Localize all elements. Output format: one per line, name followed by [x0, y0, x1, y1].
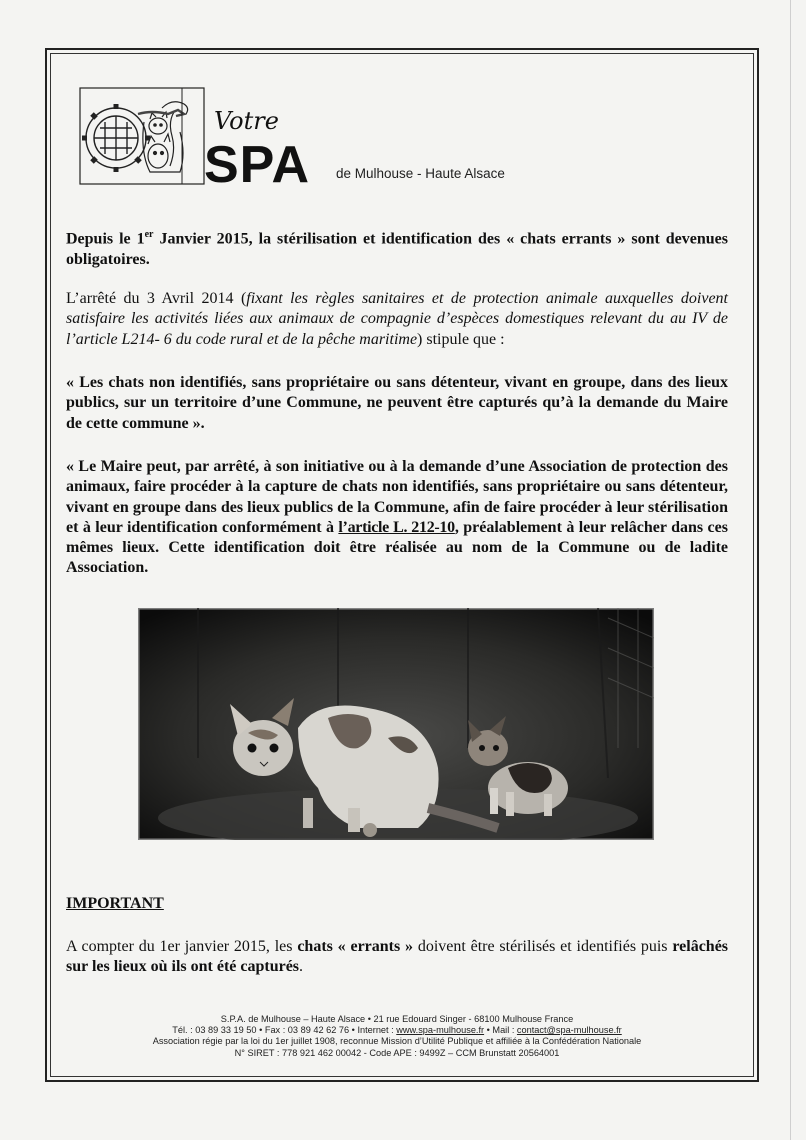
stray-cats-photo — [138, 608, 654, 840]
footer-siret: N° SIRET : 778 921 462 00042 - Code APE : 9499Z – CCM Brunstatt 20564001 — [234, 1047, 560, 1058]
email-link[interactable]: contact@spa-mulhouse.fr — [516, 1025, 622, 1036]
scan-edge-line — [790, 0, 791, 1140]
svg-text:Votre: Votre — [214, 107, 279, 135]
footer-address: S.P.A. de Mulhouse – Haute Alsace • 21 rue Edouard Singer - 68100 Mulhouse France — [220, 1014, 574, 1024]
spa-logo — [78, 86, 318, 186]
intro-paragraph: Depuis le 1er Janvier 2015, la stérilisation et identification des « chats errants » sont devenues obligatoires. — [66, 229, 729, 268]
footer-legal: Association régie par la loi du 1er juillet 1908, reconnue Mission d’Utilité Publique et affiliée à la Confédération Nationale — [152, 1036, 642, 1047]
decree-paragraph: L’arrêté du 3 Avril 2014 (fixant les règles sanitaires et de protection animale auxquelles doivent satisfaire les activités liées aux animaux de compagnie d’espèces domestiques relevant du au IV de l’article L214- 6 du code rural et de la pêche maritime) stipule que : — [66, 290, 729, 348]
quote-paragraph-1: « Les chats non identifiés, sans propriétaire ou sans détenteur, vivant en groupe, dans des lieux publics, sur un territoire d’une Commune, ne peuvent être capturés qu’à la demande du Maire de cette commune ». — [66, 374, 728, 432]
footer — [66, 1014, 728, 1059]
organization-subtitle: de Mulhouse - Haute Alsace — [336, 166, 505, 181]
important-heading: IMPORTANT — [66, 895, 164, 912]
website-link[interactable]: www.spa-mulhouse.fr — [396, 1025, 485, 1036]
important-paragraph: A compter du 1er janvier 2015, les chats « errants » doivent être stérilisés et identifiés puis relâchés sur les lieux où ils ont été capturés. — [66, 938, 729, 976]
quote-paragraph-2: « Le Maire peut, par arrêté, à son initiative ou à la demande d’une Association de protection des animaux, faire procéder à la capture de chats non identifiés, sans propriétaire ou sans détenteur, vivant en groupe dans des lieux publics de la Commune, afin de faire procéder à leur stérilisation et à leur identification conformément à l’article L. 212-10, préalablement à leur relâcher dans ces mêmes lieux. Cette identification doit être réalisée au nom de la Commune ou de ladite Association. — [66, 458, 728, 577]
article-reference: l’article L. 212-10 — [338, 518, 455, 536]
svg-text:SPA: SPA — [204, 136, 311, 186]
footer-contact: Tél. : 03 89 33 19 50 • Fax : 03 89 42 62 76 • Internet : www.spa-mulhouse.fr • Mail : contact@spa-mulhouse.fr — [172, 1025, 622, 1036]
